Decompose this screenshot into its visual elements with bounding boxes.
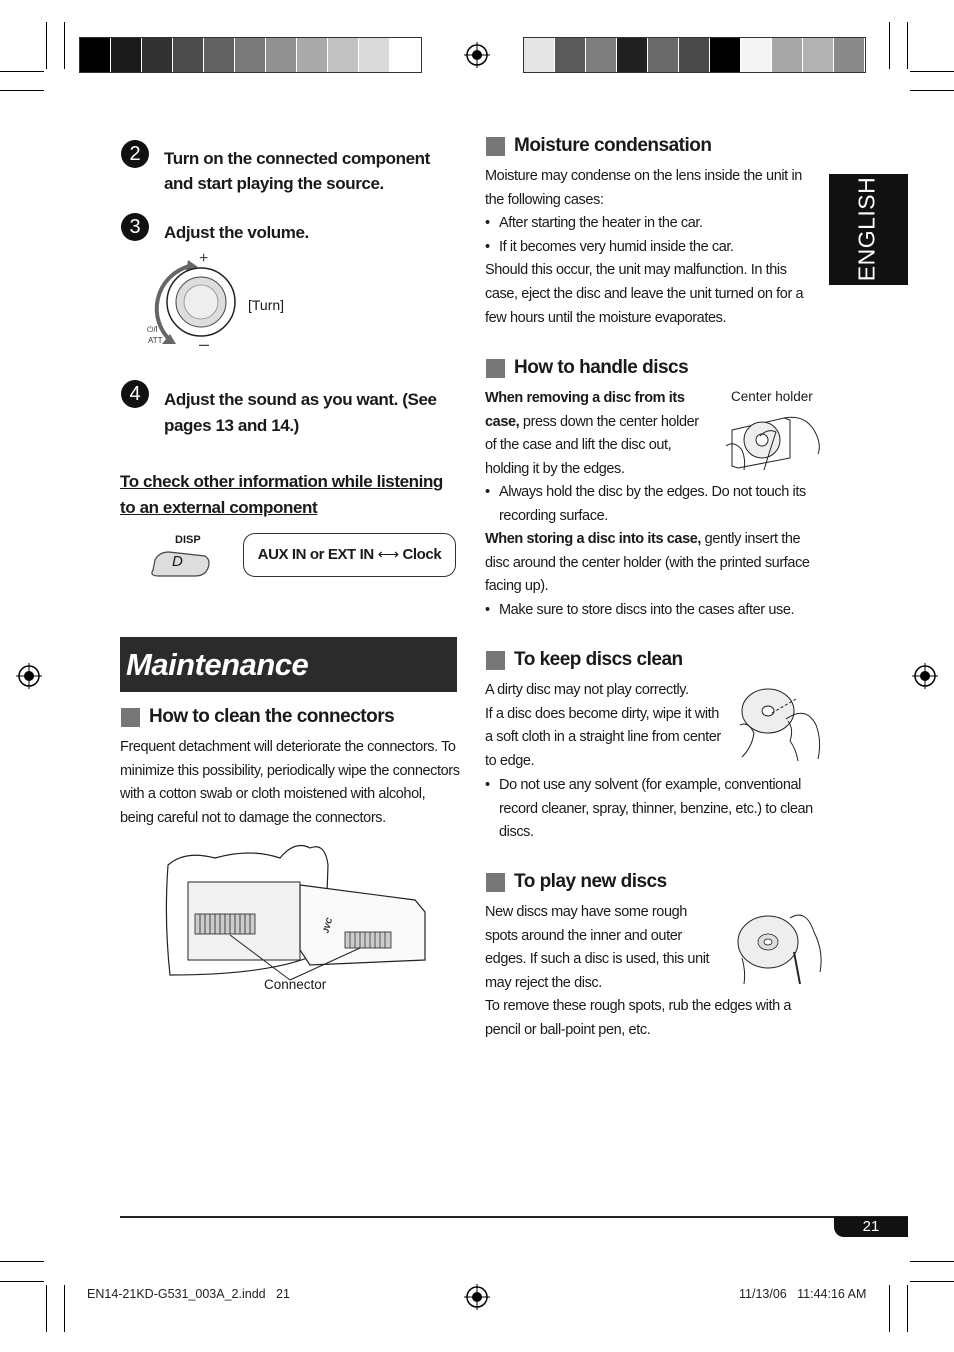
step-text: Adjust the sound as you want. (See pages 13 and 14.) [164,390,437,435]
crop-mark [910,71,954,72]
crop-mark [907,1285,908,1332]
crop-mark [889,22,890,69]
color-swatch [390,38,421,72]
new-discs-p2: To remove these rough spots, rub the edges with a pencil or ball-point pen, etc. [485,998,792,1038]
step-number: 3 [121,213,149,241]
handle-bullet: • Make sure to store discs into the cases after use. [499,599,817,623]
color-bar-left [79,37,422,73]
heading-text: How to clean the connectors [149,706,395,727]
heading-square-icon [486,873,505,892]
heading-square-icon [486,137,505,156]
center-holder-label: Center holder [731,389,813,404]
connector-illustration [160,840,435,985]
color-swatch [359,38,390,72]
att-label: ATT [148,336,163,345]
swap-arrow-icon: ⟷ [377,546,399,563]
heading-text: To keep discs clean [514,649,683,670]
color-swatch [80,38,111,72]
moisture-bullet: • If it becomes very humid inside the car. [499,236,810,260]
color-swatch [772,38,803,72]
crop-mark [46,1285,47,1332]
jvc-logo: JVC [321,916,335,935]
power-label: ⏻/I [147,325,158,334]
language-tab [829,174,908,285]
aux-left-label: AUX IN or EXT IN [257,546,374,563]
color-swatch [555,38,586,72]
date-slug: 11/13/06 11:44:16 AM [739,1287,867,1301]
storing-bold: When storing a disc into its case, [485,531,702,548]
heading-text: How to handle discs [514,357,689,378]
crop-mark [889,1285,890,1332]
disp-button-label: DISP [175,534,201,546]
color-bar-right [523,37,866,73]
color-swatch [328,38,359,72]
wipe-disc-illustration [736,685,826,765]
color-swatch [524,38,555,72]
crop-mark [0,1281,44,1282]
crop-mark [910,1281,954,1282]
storing-text: gently insert the disc around the center holder (with the printed surface facing up). [485,531,810,595]
section-heading [486,649,683,671]
disc-case-hand-illustration [724,410,824,474]
registration-mark-icon [464,1284,490,1310]
moisture-bullet: • After starting the heater in the car. [499,212,810,236]
disp-button-glyph: D [172,553,183,570]
color-swatch [111,38,142,72]
moisture-outro: Should this occur, the unit may malfunction. In this case, eject the disc and leave the unit turned on for a few hours until the moisture evaporates. [485,262,804,326]
color-swatch [266,38,297,72]
clean-connectors-body: Frequent detachment will deteriorate the connectors. To minimize this possibility, periodically wipe the connectors with a cotton swab or cloth moistened with alcohol, being careful not to damage the connectors. [120,739,460,826]
crop-mark [0,1261,44,1262]
connector-label: Connector [264,977,327,992]
crop-mark [910,90,954,91]
footer-rule [120,1216,908,1218]
new-disc-illustration [734,908,826,986]
crop-mark [910,1261,954,1262]
info-heading: To check other information while listening to an external component [120,472,443,517]
keep-clean-p2: If a disc does become dirty, wipe it with a soft cloth in a straight line from center to edge. [485,705,721,769]
color-swatch [586,38,617,72]
step-text: Turn on the connected component and start playing the source. [164,149,430,193]
moisture-body [485,165,810,330]
heading-text: To play new discs [514,871,667,892]
color-swatch [617,38,648,72]
crop-mark [907,22,908,69]
aux-clock-box [243,533,456,577]
section-heading [486,871,667,893]
keep-clean-paragraphs [485,679,730,773]
volume-minus-label: – [199,334,210,354]
section-heading [486,135,711,157]
handle-discs-removing [485,387,707,481]
step-number: 2 [121,140,149,168]
removing-text: press down the center holder of the case and lift the disc out, holding it by the edges. [485,413,699,477]
file-slug: EN14-21KD-G531_003A_2.indd 21 [87,1287,290,1301]
volume-plus-label: + [199,250,209,267]
color-swatch [297,38,328,72]
registration-mark-icon [464,42,490,68]
color-swatch [173,38,204,72]
maintenance-title: Maintenance [120,637,457,692]
color-swatch [235,38,266,72]
color-swatch [710,38,741,72]
registration-mark-icon [16,663,42,689]
crop-mark [64,22,65,69]
heading-square-icon [121,708,140,727]
crop-mark [46,22,47,69]
color-swatch [741,38,772,72]
step-text: Adjust the volume. [164,223,309,242]
keep-clean-p1: A dirty disc may not play correctly. [485,682,689,698]
color-swatch [803,38,834,72]
step-number: 4 [121,380,149,408]
handle-discs-rest [485,481,817,623]
crop-mark [64,1285,65,1332]
heading-square-icon [486,359,505,378]
color-swatch [204,38,235,72]
crop-mark [0,71,44,72]
crop-mark [0,90,44,91]
turn-label: [Turn] [248,297,285,313]
aux-right-label: Clock [402,546,442,563]
language-tab-label: ENGLISH [853,176,880,282]
keep-clean-bullet-block [485,774,817,845]
registration-mark-icon [912,663,938,689]
section-heading [121,706,394,728]
color-swatch [142,38,173,72]
removing-bold: When removing a disc from its case, [485,390,685,430]
page-number: 21 [834,1217,908,1237]
moisture-intro: Moisture may condense on the lens inside the unit in the following cases: [485,168,802,208]
heading-square-icon [486,651,505,670]
color-swatch [834,38,865,72]
keep-clean-bullet: • Do not use any solvent (for example, conventional record cleaner, spray, thinner, benzine, etc.) to clean discs. [499,774,817,845]
handle-bullet: • Always hold the disc by the edges. Do not touch its recording surface. [499,481,817,528]
heading-text: Moisture condensation [514,135,712,156]
color-swatch [679,38,710,72]
color-swatch [648,38,679,72]
section-heading [486,357,688,379]
new-discs-p1: New discs may have some rough spots around the inner and outer edges. If such a disc is used, this unit may reject the disc. [485,904,710,991]
